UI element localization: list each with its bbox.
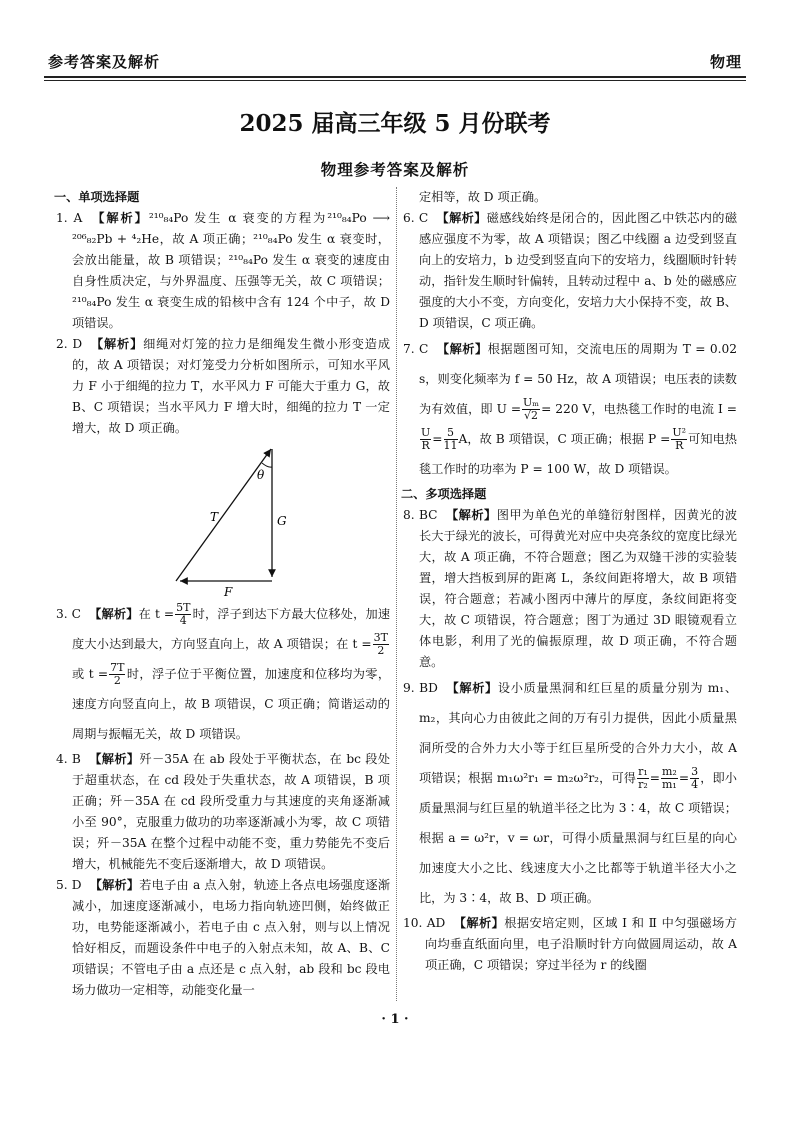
analysis-tag: 【解析】 [445,681,498,695]
analysis-tag: 【解析】 [88,752,140,766]
answer-text: 在 t = [138,607,175,621]
answer-item-3 [56,599,390,749]
force-diagram [56,439,390,599]
analysis-tag: 【解析】 [90,337,144,351]
page-subtitle: 物理参考答案及解析 [320,160,470,179]
fraction [373,632,389,657]
answer-item-9 [403,673,737,913]
fraction [420,427,431,452]
header-right: 物理 [709,53,742,71]
answer-key: 9. BD [403,681,438,695]
numerator: Uₘ [523,396,540,409]
answer-item-6 [403,208,737,334]
answer-text: 时，浮子到达下方最大位移处，加速度大小达到最大，方向竖直向上，故 A 项错误；在 t = [72,607,391,651]
answer-text: = [678,771,690,785]
page-title: 2025 届高三年级 5 月份联考 [239,110,551,137]
denominator: m₁ [662,778,677,791]
answer-text: ，即小质量黑洞与红巨星的轨道半径之比为 3∶4，故 C 项错误；根据 a = ω²r，v = ωr，可得小质量黑洞与红巨星的向心加速度大小之比、线速度大小之比都等于轨道半径大小之比，为 3∶4，故 B、D 项正确。 [419,771,737,905]
answer-item-10 [403,913,737,976]
force-triangle-svg [160,441,292,597]
answer-item-2 [56,334,390,439]
denominator: 2 [113,674,121,687]
answer-text: 磁感线始终是闭合的，因此图乙中铁芯内的磁感应强度不为零，故 A 项错误；图乙中线圈 a 边受到竖直向上的安培力，b 边受到竖直向下的安培力，线圈顺时针转动，指针发生顺时针偏转，且转动过程中 a、b 处的磁感应强度的大小不变，方向变化，安培力大小保持不变，故 B、D 项错误，C 项正确。 [419,211,738,330]
label-G: G [277,514,287,528]
fraction [522,397,540,422]
answer-text: 根据题图可知，交流电压的周期为 T = 0.02 s，则变化频率为 f = 50 Hz，故 A 项错误；电压表的读数为有效值，即 U = [419,342,738,416]
answer-text: 图甲为单色光的单缝衍射图样，因黄光的波长大于绿光的波长，可得黄光对应中央亮条纹的宽度比绿光大，故 A 项正确，不符合题意；图乙为双缝干涉的实验装置，增大挡板到屏的距离 L，条纹间距将增大，故 B 项错误，符合题意；若减小图丙中薄片的厚度，条纹间距将变大，故 C 项错误，符合题意；图丁为通过 3D 眼镜观看立体电影，利用了光的偏振原理，故 D 项正确，不符合题意。 [419,508,738,669]
header-left: 参考答案及解析 [48,53,161,71]
answer-text: 时，浮子位于平衡位置，加速度和位移均为零，速度方向竖直向上，故 B 项错误，C 项正确；简谐运动的周期与振幅无关，故 D 项错误。 [72,667,391,741]
answer-text: 根据安培定则，区域 Ⅰ 和 Ⅱ 中匀强磁场方向均垂直纸面向里，电子沿顺时针方向做圆周运动，故 A 项正确，C 项错误；穿过半径为 r 的线圈 [425,916,737,972]
numerator: m₂ [662,765,677,778]
fraction [637,766,649,791]
answer-key: 1. A [56,211,83,225]
denominator: 11 [443,439,458,452]
denominator: √2 [524,409,539,422]
analysis-tag: 【解析】 [89,878,140,892]
answer-text: = [649,771,660,785]
answer-text: = [432,432,443,446]
page-header [44,52,746,76]
denominator: 2 [377,644,385,657]
fraction [444,427,458,452]
answer-text: 若电子由 a 点入射，轨迹上各点电场强度逐渐减小，加速度逐渐减小，电场力指向轨迹凹侧，始终做正功，电势能逐渐减小，若电子由 c 点入射，则与以上情况恰好相反，而题设条件中电子的入射点未知，故 A、B、C 项错误；不管电子由 a 点还是 c 点入射，ab 段和 bc 段电场力做功一定相等，动能变化量一 [72,878,391,997]
denominator: R [675,439,684,452]
answer-key: 4. B [56,752,81,766]
numerator: 5T [176,601,191,614]
answer-item-5 [56,875,390,1001]
denominator: r₂ [638,778,648,791]
answer-key: 3. C [56,607,81,621]
label-F: F [224,585,233,597]
answer-text: 歼－35A 在 ab 段处于平衡状态，在 bc 段处于超重状态，在 cd 段处于失重状态，故 A 项错误，B 项正确；歼－35A 在 cd 段所受重力与其速度的夹角逐渐减小至 90°，克服重力做功的功率逐渐减小为零，故 C 项错误；歼－35A 在整个过程中动能不变，重力势能先不变后增大，机械能先不变后逐渐增大，故 D 项错误。 [72,752,391,871]
numerator: 5 [444,427,458,440]
fraction [671,427,687,452]
denominator: 4 [179,614,187,627]
denominator: R [421,439,430,452]
analysis-tag: 【解析】 [436,342,488,356]
answer-key: 6. C [403,211,429,225]
denominator: 4 [691,778,699,791]
right-column [403,187,737,1001]
analysis-tag: 【解析】 [89,607,139,621]
fraction [690,766,699,791]
analysis-tag: 【解析】 [90,211,149,225]
analysis-tag: 【解析】 [453,916,505,930]
answer-text: 设小质量黑洞和红巨星的质量分别为 m₁、m₂，其向心力由彼此之间的万有引力提供，因此小质量黑洞所受的合外力大小等于红巨星所受的合外力大小，故 A 项错误；根据 m₁ω²r₁ = m₂ω²r₂，可得 [419,681,738,785]
numerator: 3T [373,631,388,644]
answer-key: 5. D [56,878,82,892]
left-column [56,187,390,1001]
answer-text: 可知电热毯工作时的功率为 P = 100 W，故 D 项错误。 [419,432,737,476]
section-heading-multi: 二、多项选择题 [401,487,487,501]
analysis-tag: 【解析】 [436,211,487,225]
section-heading-single: 一、单项选择题 [54,190,140,204]
numerator: 7T [110,661,125,674]
label-theta: θ [257,468,265,482]
page-number: · 1 · [381,1012,409,1027]
answer-item-4 [56,749,390,875]
answer-item-7 [403,334,737,484]
numerator: 3 [691,765,699,778]
answer-text: 细绳对灯笼的拉力是细绳发生微小形变造成的，故 A 项错误；对灯笼受力分析如图所示，可知水平风力 F 小于细绳的拉力 T，水平风力 F 可能大于重力 G，故 B、C 项错误；当水平风力 F 增大时，细绳的拉力 T 一定增大，故 D 项正确。 [72,337,391,435]
columns [44,187,746,1001]
analysis-tag: 【解析】 [445,508,497,522]
header-rule [44,76,746,81]
answer-text: ²¹⁰₈₄Po 发生 α 衰变的方程为²¹⁰₈₄Po ⟶ ²⁰⁶₈₂Pb + ⁴₂He，故 A 项正确；²¹⁰₈₄Po 发生 α 衰变时，会放出能量，故 B 项错误；²¹⁰₈₄Po 发生 α 衰变的速度由自身性质决定，与外界温度、压强等无关，故 C 项错误；²¹⁰₈₄Po 发生 α 衰变生成的铅核中含有 124 个中子，故 D 项错误。 [72,211,390,330]
numerator: r₁ [638,765,648,778]
fraction [661,766,678,791]
answer-item-8 [403,505,737,673]
answer-item-1 [56,208,390,334]
fraction [109,662,125,687]
answer-key: 8. BC [403,508,438,522]
answer-text: = 220 V，电热毯工作时的电流 I = [541,402,737,416]
numerator: U [421,426,431,439]
answer-text: A，故 B 项错误，C 项正确；根据 P = [458,432,671,446]
numerator: U² [672,426,687,439]
fraction [175,602,191,627]
answer-key: 2. D [56,337,83,351]
answer-text: 或 t = [72,667,109,681]
column-divider [396,187,397,1001]
answer-item-5-continued: 定相等，故 D 项正确。 [419,190,547,204]
angle-arc [262,463,272,467]
answer-key: 10. AD [403,916,446,930]
answer-key: 7. C [403,342,429,356]
label-T: T [210,510,219,524]
